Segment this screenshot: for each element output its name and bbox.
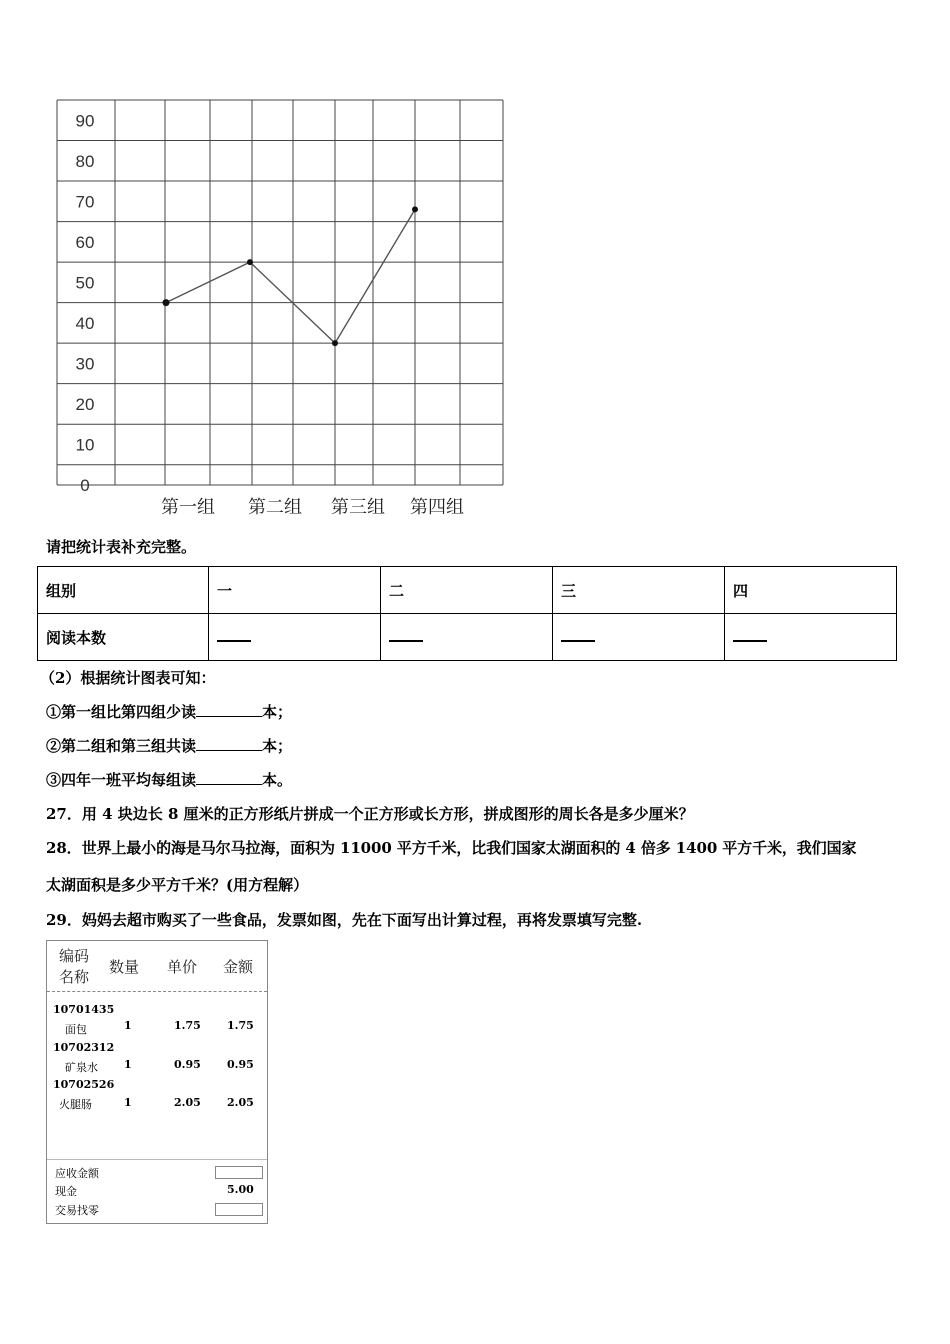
receipt-item-amount: 0.95 — [227, 1058, 254, 1071]
y-tick-label: 10 — [75, 435, 95, 455]
y-tick-label: 30 — [75, 354, 95, 374]
header-cell-3: 三 — [553, 567, 725, 614]
receipt-item-name: 火腿肠 — [59, 1098, 92, 1111]
receipt-due-box[interactable] — [215, 1166, 263, 1179]
receipt-item-code: 10701435 — [53, 1003, 115, 1016]
answer-cell-1[interactable] — [209, 614, 381, 661]
fill-blank[interactable] — [196, 702, 262, 717]
receipt-header-code: 编码 — [59, 947, 90, 965]
receipt-item-amount: 1.75 — [227, 1019, 254, 1032]
answer-blank — [733, 632, 767, 642]
q2-item-1 — [46, 701, 292, 722]
table-instruction: 请把统计表补充完整。 — [46, 538, 197, 556]
y-tick-label: 20 — [75, 394, 95, 414]
y-tick-label: 90 — [75, 111, 95, 131]
receipt-header-name: 名称 — [59, 968, 90, 986]
receipt-change-box[interactable] — [215, 1203, 263, 1216]
table-row — [38, 614, 897, 661]
question-28-line-1: 28．世界上最小的海是马尔马拉海，面积为 11000 平方千米，比我们国家太湖面积的 4 倍多 1400 平方千米，我们国家 — [46, 839, 857, 857]
receipt-item-qty: 1 — [124, 1058, 132, 1071]
row-label: 阅读本数 — [38, 614, 209, 661]
receipt-due-label: 应收金额 — [55, 1167, 99, 1180]
x-tick-label: 第二组 — [248, 497, 302, 518]
series-line — [166, 209, 415, 343]
receipt — [46, 940, 268, 1224]
answer-blank — [561, 632, 595, 642]
q2-item-2-post: 本； — [262, 737, 293, 755]
fill-blank[interactable] — [196, 770, 262, 785]
receipt-item-price: 1.75 — [174, 1019, 201, 1032]
header-cell-group: 组别 — [38, 567, 209, 614]
data-point — [247, 259, 253, 265]
x-tick-label: 第一组 — [161, 497, 215, 518]
receipt-cash-value: 5.00 — [227, 1183, 254, 1196]
chart-canvas — [40, 90, 520, 530]
y-tick-label: 40 — [75, 313, 95, 333]
receipt-item-name: 矿泉水 — [65, 1061, 98, 1074]
table-header-row — [38, 567, 897, 614]
y-tick-label: 0 — [80, 476, 90, 495]
receipt-change-label: 交易找零 — [55, 1204, 99, 1217]
fill-blank[interactable] — [196, 736, 262, 751]
receipt-item-amount: 2.05 — [227, 1096, 254, 1109]
y-tick-label: 50 — [75, 273, 95, 293]
q2-item-1-pre: ①第一组比第四组少读 — [46, 703, 197, 721]
x-tick-label: 第四组 — [410, 497, 464, 518]
data-point — [163, 299, 170, 306]
receipt-item-code: 10702526 — [53, 1078, 115, 1091]
receipt-item-name: 面包 — [65, 1023, 87, 1036]
q2-item-2 — [46, 735, 292, 756]
receipt-header-amount: 金额 — [223, 958, 254, 976]
receipt-item-code: 10702312 — [53, 1041, 115, 1054]
answer-cell-3[interactable] — [553, 614, 725, 661]
q2-item-3-post: 本。 — [262, 771, 293, 789]
q2-title: （2）根据统计图表可知： — [40, 669, 216, 687]
answer-cell-2[interactable] — [381, 614, 553, 661]
receipt-item-price: 2.05 — [174, 1096, 201, 1109]
question-27: 27．用 4 块边长 8 厘米的正方形纸片拼成一个正方形或长方形，拼成图形的周长各是多少厘米？ — [46, 805, 694, 823]
receipt-item-qty: 1 — [124, 1096, 132, 1109]
stat-table — [37, 566, 897, 661]
receipt-divider — [47, 991, 267, 992]
answer-blank — [389, 632, 423, 642]
question-28-line-2: 太湖面积是多少平方千米？(用方程解） — [46, 876, 309, 894]
answer-cell-4[interactable] — [725, 614, 897, 661]
receipt-cash-label: 现金 — [55, 1185, 77, 1198]
y-tick-label: 60 — [75, 232, 95, 252]
question-29: 29．妈妈去超市购买了一些食品，发票如图，先在下面写出计算过程，再将发票填写完整. — [46, 911, 643, 929]
header-cell-4: 四 — [725, 567, 897, 614]
q2-item-2-pre: ②第二组和第三组共读 — [46, 737, 197, 755]
receipt-item-qty: 1 — [124, 1019, 132, 1032]
receipt-item-price: 0.95 — [174, 1058, 201, 1071]
q2-item-3-pre: ③四年一班平均每组读 — [46, 771, 197, 789]
answer-blank — [217, 632, 251, 642]
q2-item-3 — [46, 769, 292, 790]
header-cell-2: 二 — [381, 567, 553, 614]
q2-item-1-post: 本； — [262, 703, 293, 721]
y-tick-label: 70 — [75, 192, 95, 212]
receipt-footer-divider — [47, 1159, 267, 1160]
chart-svg — [40, 90, 520, 530]
line-chart — [40, 90, 520, 530]
x-tick-label: 第三组 — [331, 497, 385, 518]
data-point — [412, 206, 418, 212]
y-tick-label: 80 — [75, 151, 95, 171]
receipt-header-price: 单价 — [167, 958, 198, 976]
header-cell-1: 一 — [209, 567, 381, 614]
receipt-header-qty: 数量 — [109, 958, 140, 976]
data-point — [332, 340, 338, 346]
